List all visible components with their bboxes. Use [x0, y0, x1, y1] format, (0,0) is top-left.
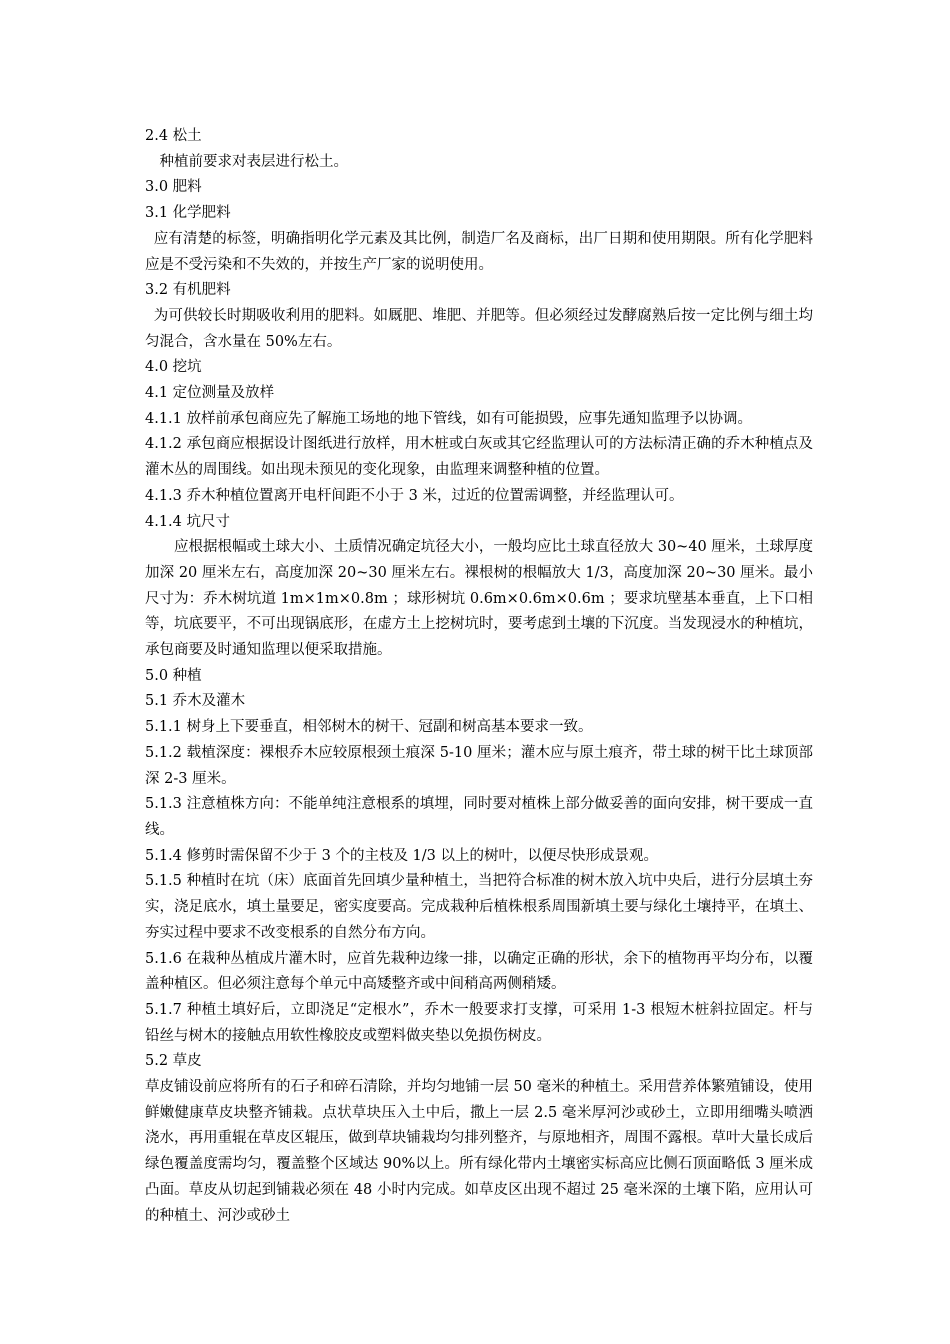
section-heading-3-1: 3.1 化学肥料: [145, 205, 231, 222]
paragraph-5-1-5: 5.1.5 种植时在坑（床）底面首先回填少量种植土，当把符合标准的树木放入坑中央后，进行分层填土夯实，浇足底水，填土量要足，密实度要高。完成栽种后植株根系周围新填土要与绿化土壤持平，在填土、夯实过程中要求不改变根系的自然分布方向。: [145, 873, 813, 941]
paragraph-5-2: 草皮铺设前应将所有的石子和碎石清除，并均匀地铺一层 50 毫米的种植土。采用营养体繁殖铺设，使用鲜嫩健康草皮块整齐铺栽。点状草块压入土中后，撒上一层 2.5 毫米厚河沙或砂土，立即用细嘴头喷洒浇水，再用重辊在草皮区辊压，做到草块铺栽均匀排列整齐，与原地相齐，周围不露根。草叶大量长成后绿色覆盖度需均匀，覆盖整个区域达 90%以上。所有绿化带内土壤密实标高应比侧石顶面略低 3 厘米成凸面。草皮从切起到铺栽必须在 48 小时内完成。如草皮区出现不超过 25 毫米深的土壤下陷，应用认可的种植土、河沙或砂土: [145, 1079, 813, 1224]
section-heading-5-0: 5.0 种植: [145, 667, 202, 684]
paragraph-3-2: 为可供较长时期吸收利用的肥料。如厩肥、堆肥、并肥等。但必须经过发酵腐熟后按一定比例与细土均匀混合，含水量在 50%左右。: [145, 307, 813, 350]
paragraph-5-1-7: 5.1.7 种植土填好后，立即浇足“定根水”，乔木一般要求打支撑，可采用 1-3 根短木桩斜拉固定。杆与铅丝与树木的接触点用软性橡胶皮或塑料做夹垫以免损伤树皮。: [145, 1001, 813, 1044]
section-heading-4-0: 4.0 挖坑: [145, 359, 202, 376]
paragraph-4-1-1: 4.1.1 放样前承包商应先了解施工场地的地下管线，如有可能损毁，应事先通知监理予以协调。: [145, 410, 752, 427]
document-page: [145, 124, 813, 1229]
paragraph-4-1-3: 4.1.3 乔木种植位置离开电杆间距不小于 3 米，过近的位置需调整，并经监理认可。: [145, 487, 684, 504]
paragraph-2-4: 种植前要求对表层进行松土。: [159, 153, 348, 170]
paragraph-4-1-4: 应根据根幅或土球大小、土质情况确定坑径大小，一般均应比土球直径放大 30~40 厘米，土球厚度加深 20 厘米左右，高度加深 20~30 厘米左右。裸根树的根幅放大 1/3，高度加深 20~30 厘米。最小尺寸为：乔木树坑道 1m×1m×0.8m ；球形树坑 0.6m×0.6m×0.6m ；要求坑壁基本垂直，上下口相等，坑底要平，不可出现锅底形，在虚方土上挖树坑时，要考虑到土壤的下沉度。当发现浸水的种植坑，承包商要及时通知监理以便采取措施。: [145, 539, 813, 659]
paragraph-5-1-3: 5.1.3 注意植株方向：不能单纯注意根系的填埋，同时要对植株上部分做妥善的面向安排，树干要成一直线。: [145, 796, 813, 838]
paragraph-5-1-4: 5.1.4 修剪时需保留不少于 3 个的主枝及 1/3 以上的树叶，以便尽快形成景观。: [145, 847, 658, 864]
section-heading-2-4: 2.4 松土: [145, 128, 202, 144]
section-heading-3-0: 3.0 肥料: [145, 179, 202, 196]
section-heading-4-1: 4.1 定位测量及放样: [145, 385, 275, 402]
paragraph-5-1-1: 5.1.1 树身上下要垂直，相邻树木的树干、冠副和树高基本要求一致。: [145, 719, 593, 736]
paragraph-5-1-2: 5.1.2 载植深度：裸根乔木应较原根颈土痕深 5-10 厘米；灌木应与原土痕齐，带土球的树干比土球顶部深 2-3 厘米。: [145, 744, 813, 787]
section-heading-5-2: 5.2 草皮: [145, 1053, 202, 1070]
section-heading-5-1: 5.1 乔木及灌木: [145, 693, 246, 710]
section-heading-4-1-4: 4.1.4 坑尺寸: [145, 513, 231, 530]
section-heading-3-2: 3.2 有机肥料: [145, 282, 231, 299]
paragraph-5-1-6: 5.1.6 在栽种丛植成片灌木时，应首先栽种边缘一排，以确定正确的形状，余下的植物再平均分布，以覆盖种植区。但必须注意每个单元中高矮整齐或中间稍高两侧稍矮。: [145, 950, 813, 993]
paragraph-3-1: 应有清楚的标签，明确指明化学元素及其比例，制造厂名及商标，出厂日期和使用期限。所有化学肥料应是不受污染和不失效的，并按生产厂家的说明使用。: [145, 230, 813, 273]
paragraph-4-1-2: 4.1.2 承包商应根据设计图纸进行放样，用木桩或白灰或其它经监理认可的方法标清正确的乔木种植点及灌木丛的周围线。如出现未预见的变化现象，由监理来调整种植的位置。: [145, 436, 813, 479]
